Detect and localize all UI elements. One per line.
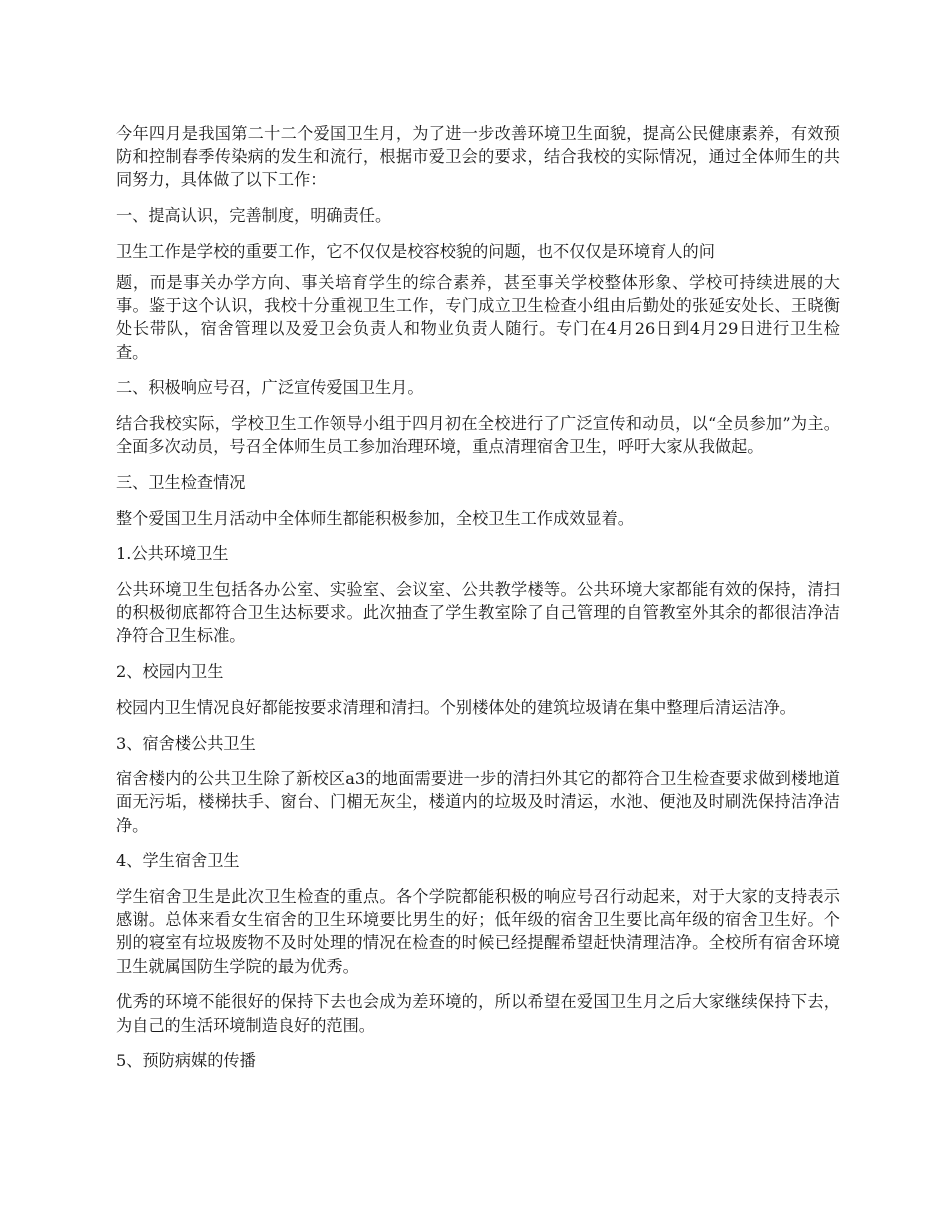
paragraph: 卫生工作是学校的重要工作，它不仅仅是校容校貌的问题，也不仅仅是环境育人的问 (116, 241, 715, 261)
paragraph: 题，而是事关办学方向、事关培育学生的综合素养，甚至事关学校整体形象、学校可持续进展的大事。鉴于这个认识，我校十分重视卫生工作，专门成立卫生检查小组由后勤处的张延安处长、王晓衡处长带队，宿舍管理以及爱卫会负责人和物业负责人随行。专门在4月26日到4月29日进行卫生检查。 (116, 273, 840, 362)
subheading-campus: 2、校园内卫生 (116, 662, 224, 682)
paragraph: 公共环境卫生包括各办公室、实验室、会议室、公共教学楼等。公共环境大家都能有效的保持，清扫的积极彻底都符合卫生达标要求。此次抽查了学生教室除了自己管理的自管教室外其余的都很洁净洁净符合卫生标准。 (116, 580, 840, 646)
intro-paragraph: 今年四月是我国第二十二个爱国卫生月，为了进一步改善环境卫生面貌，提高公民健康素养，有效预防和控制春季传染病的发生和流行，根据市爱卫会的要求，结合我校的实际情况，通过全体师生的共同努力，具体做了以下工作： (116, 124, 840, 190)
paragraph: 学生宿舍卫生是此次卫生检查的重点。各个学院都能积极的响应号召行动起来，对于大家的支持表示感谢。总体来看女生宿舍的卫生环境要比男生的好；低年级的宿舍卫生要比高年级的宿舍卫生好。个别的寝室有垃圾废物不及时处理的情况在检查的时候已经提醒希望赶快清理洁净。全校所有宿舍环境卫生就属国防生学院的最为优秀。 (116, 887, 840, 976)
subheading-student-dormitory: 4、学生宿舍卫生 (116, 851, 240, 871)
section-heading-3: 三、卫生检查情况 (116, 472, 246, 492)
section-heading-1: 一、提高认识，完善制度，明确责任。 (116, 206, 392, 226)
subheading-dormitory-public: 3、宿舍楼公共卫生 (116, 733, 256, 753)
subheading-public-environment: 1.公共环境卫生 (116, 544, 229, 564)
document-body (116, 122, 840, 1085)
subheading-vector-prevention: 5、预防病媒的传播 (116, 1051, 256, 1071)
paragraph: 优秀的环境不能很好的保持下去也会成为差环境的，所以希望在爱国卫生月之后大家继续保持下去，为自己的生活环境制造良好的范围。 (116, 992, 840, 1035)
paragraph: 校园内卫生情况良好都能按要求清理和清扫。个别楼体处的建筑垃圾请在集中整理后清运洁净。 (116, 697, 796, 717)
paragraph: 整个爱国卫生月活动中全体师生都能积极参加，全校卫生工作成效显着。 (116, 508, 634, 528)
paragraph: 结合我校实际，学校卫生工作领导小组于四月初在全校进行了广泛宣传和动员，以“全员参加”为主。全面多次动员，号召全体师生员工参加治理环境，重点清理宿舍卫生，呼吁大家从我做起。 (116, 414, 840, 457)
section-heading-2: 二、积极响应号召，广泛宣传爱国卫生月。 (116, 378, 424, 398)
paragraph: 宿舍楼内的公共卫生除了新校区a3的地面需要进一步的清扫外其它的都符合卫生检查要求做到楼地道面无污垢，楼梯扶手、窗台、门楣无灰尘，楼道内的垃圾及时清运，水池、便池及时刷洗保持洁净洁净。 (116, 769, 840, 835)
